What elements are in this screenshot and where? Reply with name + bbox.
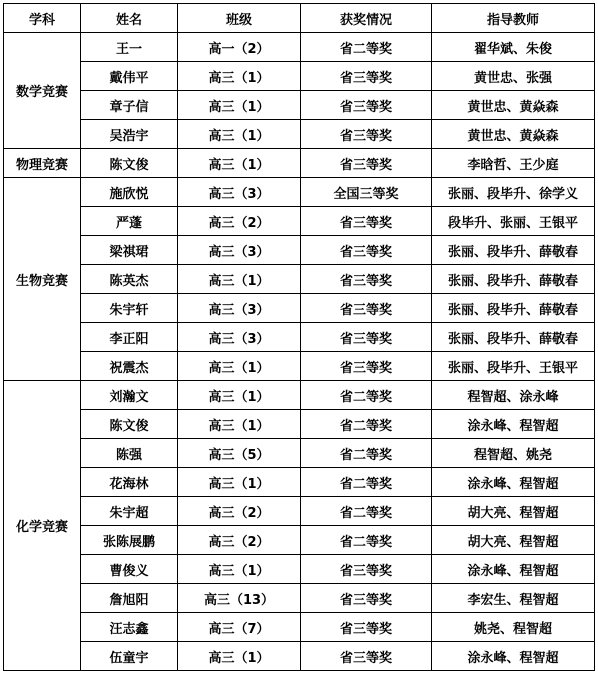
class-cell: 高三（3） (178, 323, 301, 352)
class-cell: 高三（1） (178, 555, 301, 584)
teacher-cell: 张丽、段毕升、薛敬春 (432, 236, 595, 265)
name-cell: 朱宇轩 (81, 294, 178, 323)
name-cell: 陈文俊 (81, 410, 178, 439)
table-row (4, 323, 595, 352)
table-row (4, 178, 595, 207)
class-cell: 高三（1） (178, 381, 301, 410)
table-row (4, 439, 595, 468)
table-row (4, 33, 595, 62)
award-cell: 省三等奖 (301, 120, 432, 149)
award-cell: 省二等奖 (301, 439, 432, 468)
name-cell: 吴浩宇 (81, 120, 178, 149)
class-cell: 高三（3） (178, 178, 301, 207)
teacher-cell: 黄世忠、黄焱森 (432, 120, 595, 149)
header-class: 班级 (178, 4, 301, 33)
name-cell: 陈英杰 (81, 265, 178, 294)
class-cell: 高三（1） (178, 352, 301, 381)
table-row (4, 613, 595, 642)
class-cell: 高三（2） (178, 497, 301, 526)
table-row (4, 352, 595, 381)
name-cell: 曹俊义 (81, 555, 178, 584)
class-cell: 高三（1） (178, 468, 301, 497)
teacher-cell: 涂永峰、程智超 (432, 555, 595, 584)
teacher-cell: 张丽、段毕升、王银平 (432, 352, 595, 381)
header-teacher: 指导教师 (432, 4, 595, 33)
teacher-cell: 程智超、涂永峰 (432, 381, 595, 410)
award-cell: 省二等奖 (301, 410, 432, 439)
table-row (4, 381, 595, 410)
award-cell: 省三等奖 (301, 323, 432, 352)
table-row (4, 91, 595, 120)
table-row (4, 526, 595, 555)
name-cell: 汪志鑫 (81, 613, 178, 642)
teacher-cell: 涂永峰、程智超 (432, 410, 595, 439)
table-row (4, 265, 595, 294)
table-row (4, 149, 595, 178)
award-cell: 省二等奖 (301, 526, 432, 555)
award-table (3, 3, 595, 671)
teacher-cell: 涂永峰、程智超 (432, 468, 595, 497)
name-cell: 祝震杰 (81, 352, 178, 381)
award-cell: 省三等奖 (301, 352, 432, 381)
award-cell: 省二等奖 (301, 497, 432, 526)
teacher-cell: 黄世忠、张强 (432, 62, 595, 91)
teacher-cell: 段毕升、张丽、王银平 (432, 207, 595, 236)
teacher-cell: 涂永峰、程智超 (432, 642, 595, 671)
name-cell: 伍童宇 (81, 642, 178, 671)
subject-cell: 化学竞赛 (4, 381, 81, 671)
award-cell: 省三等奖 (301, 149, 432, 178)
subject-cell: 数学竞赛 (4, 33, 81, 149)
teacher-cell: 胡大亮、程智超 (432, 526, 595, 555)
header-name: 姓名 (81, 4, 178, 33)
teacher-cell: 张丽、段毕升、薛敬春 (432, 294, 595, 323)
award-cell: 全国三等奖 (301, 178, 432, 207)
name-cell: 严蓬 (81, 207, 178, 236)
award-cell: 省三等奖 (301, 584, 432, 613)
name-cell: 刘瀚文 (81, 381, 178, 410)
name-cell: 詹旭阳 (81, 584, 178, 613)
name-cell: 陈强 (81, 439, 178, 468)
table-row (4, 642, 595, 671)
teacher-cell: 张丽、段毕升、薛敬春 (432, 323, 595, 352)
class-cell: 高三（1） (178, 410, 301, 439)
award-cell: 省三等奖 (301, 265, 432, 294)
name-cell: 梁祺珺 (81, 236, 178, 265)
table-row (4, 236, 595, 265)
award-cell: 省三等奖 (301, 613, 432, 642)
table-row (4, 410, 595, 439)
name-cell: 戴伟平 (81, 62, 178, 91)
name-cell: 王一 (81, 33, 178, 62)
class-cell: 高三（1） (178, 149, 301, 178)
name-cell: 张陈展鹏 (81, 526, 178, 555)
class-cell: 高三（5） (178, 439, 301, 468)
name-cell: 花海林 (81, 468, 178, 497)
class-cell: 高三（1） (178, 265, 301, 294)
award-cell: 省三等奖 (301, 555, 432, 584)
table-row (4, 62, 595, 91)
class-cell: 高三（3） (178, 294, 301, 323)
class-cell: 高三（1） (178, 91, 301, 120)
award-cell: 省三等奖 (301, 91, 432, 120)
table-row (4, 207, 595, 236)
award-cell: 省二等奖 (301, 468, 432, 497)
header-award: 获奖情况 (301, 4, 432, 33)
name-cell: 施欣悦 (81, 178, 178, 207)
table-row (4, 468, 595, 497)
award-cell: 省二等奖 (301, 33, 432, 62)
name-cell: 李正阳 (81, 323, 178, 352)
award-cell: 省三等奖 (301, 62, 432, 91)
teacher-cell: 黄世忠、黄焱森 (432, 91, 595, 120)
subject-cell: 生物竞赛 (4, 178, 81, 381)
award-cell: 省三等奖 (301, 294, 432, 323)
table-row (4, 294, 595, 323)
award-cell: 省三等奖 (301, 236, 432, 265)
subject-cell: 物理竞赛 (4, 149, 81, 178)
teacher-cell: 张丽、段毕升、徐学义 (432, 178, 595, 207)
class-cell: 高三（3） (178, 236, 301, 265)
teacher-cell: 张丽、段毕升、薛敬春 (432, 265, 595, 294)
teacher-cell: 胡大亮、程智超 (432, 497, 595, 526)
table-row (4, 555, 595, 584)
teacher-cell: 李晗哲、王少庭 (432, 149, 595, 178)
header-subject: 学科 (4, 4, 81, 33)
teacher-cell: 李宏生、程智超 (432, 584, 595, 613)
class-cell: 高一（2） (178, 33, 301, 62)
class-cell: 高三（13） (178, 584, 301, 613)
class-cell: 高三（1） (178, 642, 301, 671)
award-cell: 省二等奖 (301, 381, 432, 410)
teacher-cell: 翟华斌、朱俊 (432, 33, 595, 62)
award-cell: 省三等奖 (301, 642, 432, 671)
table-row (4, 120, 595, 149)
teacher-cell: 程智超、姚尧 (432, 439, 595, 468)
class-cell: 高三（1） (178, 62, 301, 91)
class-cell: 高三（2） (178, 526, 301, 555)
name-cell: 陈文俊 (81, 149, 178, 178)
name-cell: 章子信 (81, 91, 178, 120)
class-cell: 高三（2） (178, 207, 301, 236)
header-row (4, 4, 595, 33)
table-row (4, 584, 595, 613)
class-cell: 高三（1） (178, 120, 301, 149)
table-row (4, 497, 595, 526)
table-body (4, 33, 595, 671)
teacher-cell: 姚尧、程智超 (432, 613, 595, 642)
name-cell: 朱宇超 (81, 497, 178, 526)
class-cell: 高三（7） (178, 613, 301, 642)
award-cell: 省三等奖 (301, 207, 432, 236)
